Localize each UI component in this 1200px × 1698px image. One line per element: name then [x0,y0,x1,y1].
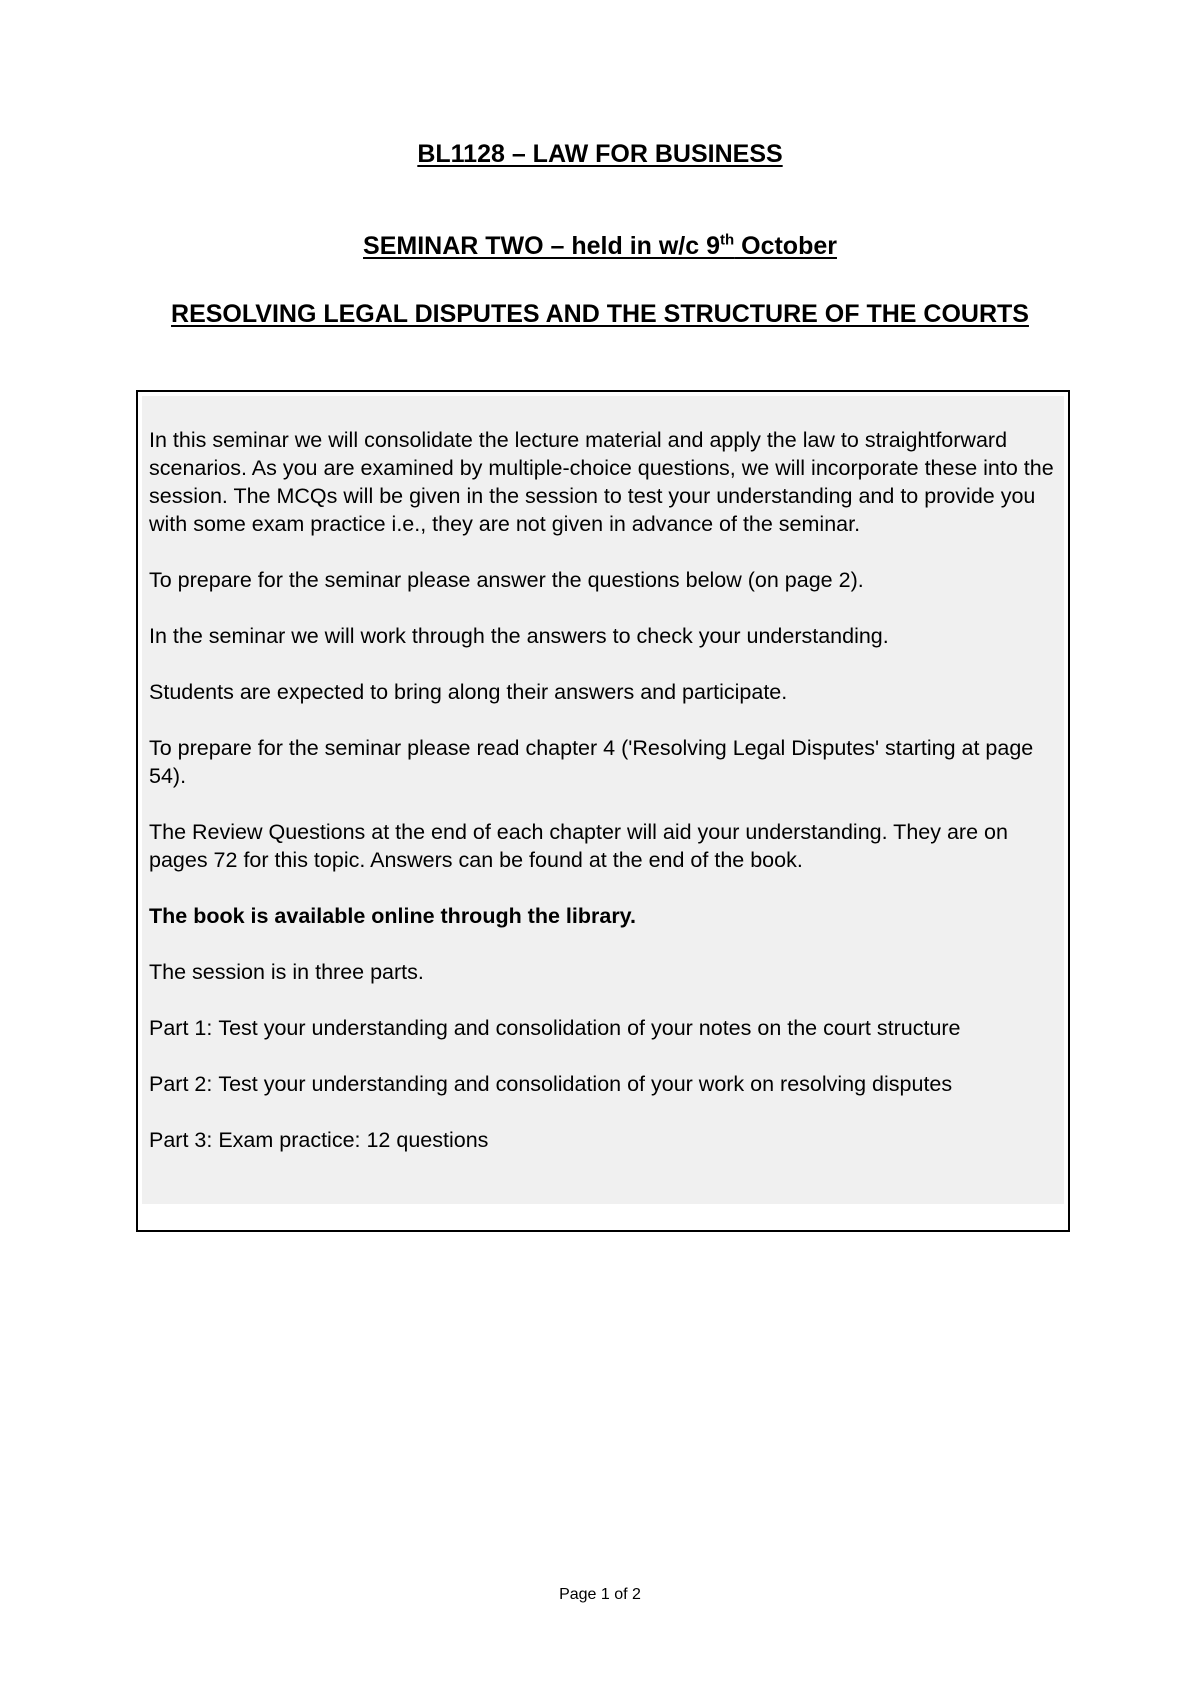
info-paragraph-seminar-answers: In the seminar we will work through the answers to check your understanding. [149,624,889,648]
page-number: Page 1 of 2 [559,1586,641,1603]
session-part-3 [149,1126,1056,1154]
info-paragraph-review-questions: The Review Questions at the end of each chapter will aid your understanding. They are on pages 72 for this topic. Answers can be found at the end of the book. [149,820,1008,872]
info-paragraph-intro: In this seminar we will consolidate the lecture material and apply the law to straightforward scenarios. As you are examined by multiple-choice questions, we will incorporate these into the session. The MCQs will be given in the session to test your understanding and to provide you with some exam practice i.e., they are not given in advance of the seminar. [149,428,1054,536]
info-session-intro: The session is in three parts. [149,960,424,984]
part-label: Part 1: [149,1016,219,1040]
info-paragraph-expectations: Students are expected to bring along their answers and participate. [149,680,788,704]
part-label: Part 2: [149,1072,219,1096]
seminar-title [0,230,1200,263]
seminar-title-superscript: th [720,231,735,249]
session-part-2 [149,1070,1056,1098]
info-box [136,390,1070,1232]
info-paragraph-reading: To prepare for the seminar please read chapter 4 ('Resolving Legal Disputes' starting at page 54). [149,736,1034,788]
info-bold-note: The book is available online through the library. [149,904,637,928]
seminar-title-suffix: October [734,232,837,260]
part-text: Exam practice: 12 questions [218,1128,489,1152]
course-title: BL1128 – LAW FOR BUSINESS [417,140,783,168]
info-paragraph-prepare-questions: To prepare for the seminar please answer the questions below (on page 2). [149,568,864,592]
part-label: Part 3: [149,1128,219,1152]
info-box-content [142,396,1064,1204]
seminar-title-prefix: SEMINAR TWO – held in w/c 9 [363,232,720,260]
part-text: Test your understanding and consolidation of your notes on the court structure [218,1016,961,1040]
session-part-1 [149,1014,1056,1042]
topic-title: RESOLVING LEGAL DISPUTES AND THE STRUCTURE OF THE COURTS [171,300,1029,328]
part-text: Test your understanding and consolidation of your work on resolving disputes [218,1072,953,1096]
